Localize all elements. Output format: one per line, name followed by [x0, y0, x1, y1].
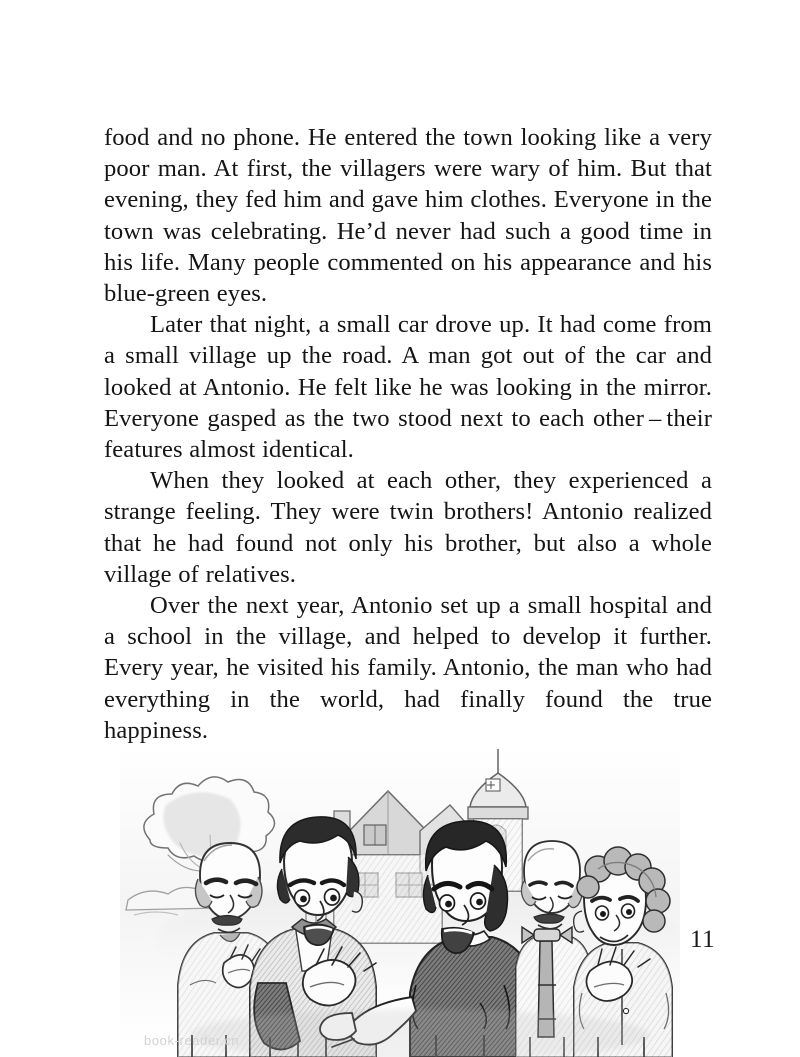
paragraph-3: When they looked at each other, they experienced a strange feeling. They were twin brothers! Antonio realized that he had found not only his brother, but also a whole village of relatives.: [104, 467, 712, 588]
paragraph-4: Over the next year, Antonio set up a small hospital and a school in the village, and helped to develop it further. Every year, he visited his family. Antonio, the man who had everything in the world, had finally found the true happiness.: [104, 592, 712, 744]
page-number: 11: [690, 926, 716, 953]
site-watermark: book-reader.cn: [144, 1033, 240, 1048]
page-text-body: [104, 122, 712, 746]
paragraph-2: Later that night, a small car drove up. It had come from a small village up the road. A man got out of the car and looked at Antonio. He felt like he was looking in the mirror. Everyone gasped as the two stood next to each other – their features almost identical.: [104, 311, 712, 464]
paragraph-1: food and no phone. He entered the town looking like a very poor man. At first, the villagers were wary of him. But that evening, they fed him and gave him clothes. Everyone in the town was celebrating. He’d never had such a good time in his life. Many people commented on his appearance and his blue-green eyes.: [104, 124, 712, 308]
chapter-illustration: [120, 735, 680, 1057]
